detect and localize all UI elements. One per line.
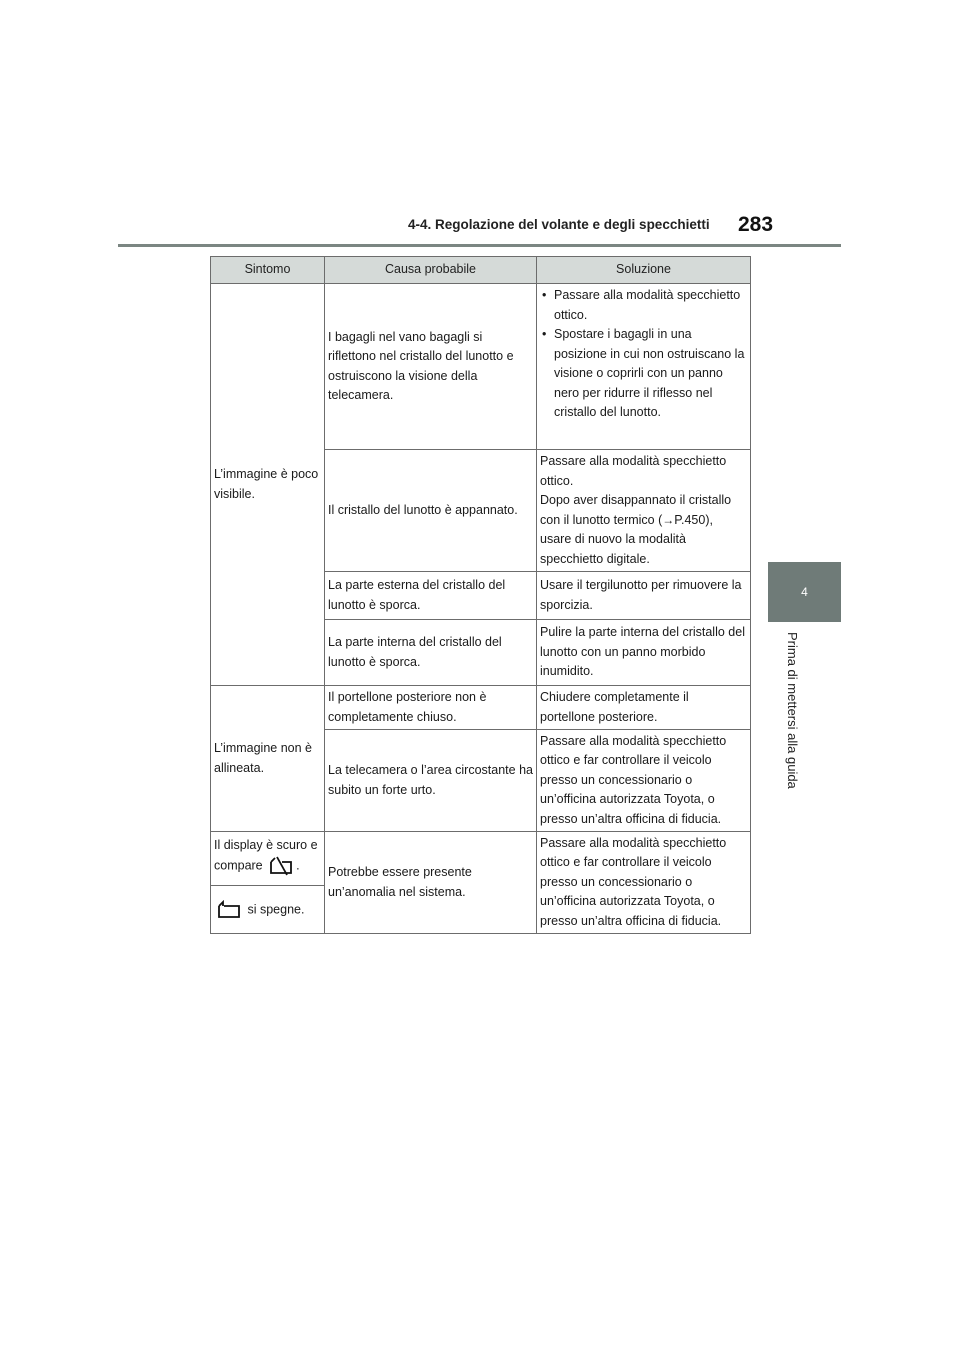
arrow-right-icon: → [662, 512, 675, 527]
cause-text: Il portellone posteriore non è completamente chiuso. [328, 690, 487, 724]
solution-text: Pulire la parte interna del cristallo del lunotto con un panno morbido inumidito. [540, 625, 745, 679]
cause-cell [325, 620, 537, 686]
chapter-title: Prima di mettersi alla guida [785, 632, 800, 789]
troubleshooting-table [210, 256, 751, 934]
solution-cell [537, 284, 751, 450]
symptom-cell [211, 284, 325, 686]
solution-text: Usare il tergilunotto per rimuovere la sporcizia. [540, 578, 742, 612]
cause-text: Il cristallo del lunotto è appannato. [328, 502, 518, 517]
cause-cell [325, 832, 537, 934]
cause-cell [325, 284, 537, 450]
symptom-text [214, 856, 321, 876]
symptom-text-part: compare [214, 857, 263, 872]
solution-cell [537, 572, 751, 620]
header-solution: Soluzione [537, 257, 751, 284]
cause-text: La telecamera o l’area circostante ha subito un forte urto. [328, 763, 533, 797]
solution-cell [537, 450, 751, 572]
symptom-text-part: si spegne. [247, 901, 305, 916]
solution-text-part: Dopo aver disappannato il cristallo con il lunotto termico ( [540, 493, 732, 527]
table-row [211, 832, 751, 886]
table-header-row [211, 257, 751, 284]
solution-cell [537, 620, 751, 686]
solution-cell [537, 730, 751, 832]
list-item: • Passare alla modalità specchietto ottico. [540, 286, 747, 325]
solution-cell [537, 686, 751, 730]
header-cause: Causa probabile [325, 257, 537, 284]
chapter-number: 4 [801, 585, 808, 599]
table-row [211, 284, 751, 450]
cause-text: La parte interna del cristallo del lunotto è sporca. [328, 635, 502, 669]
symptom-text: L’immagine è poco visibile. [214, 467, 319, 501]
solution-text: Passare alla modalità specchietto ottico. [540, 454, 727, 488]
solution-text: Passare alla modalità specchietto ottico e far controllare il veicolo presso un concessionario o un’officina autorizzata Toyota, o presso un’altra officina di fiducia. [540, 733, 727, 826]
list-item: • Spostare i bagagli in una posizione in cui non ostruiscano la visione o coprirli con un panno nero per ridurre il riflesso nel cristallo del lunotto. [540, 325, 747, 423]
symptom-text: Il display è scuro e [214, 838, 318, 852]
header-divider [118, 244, 841, 247]
solution-text-part: ), usare di nuovo la modalità specchietto digitale. [540, 512, 713, 566]
symptom-text: L’immagine non è allineata. [214, 741, 312, 775]
chapter-tab [768, 562, 841, 622]
solution-text [540, 491, 747, 569]
solution-text: Passare alla modalità specchietto ottico e far controllare il veicolo presso un concessionario o un’officina autorizzata Toyota, o presso un’altra officina di fiducia. [540, 835, 727, 928]
page-reference: P.450 [674, 512, 706, 527]
cause-cell [325, 572, 537, 620]
cause-cell [325, 730, 537, 832]
symptom-cell [211, 686, 325, 832]
digital-mirror-icon [216, 900, 242, 920]
symptom-cell [211, 886, 325, 934]
table-row [211, 686, 751, 730]
digital-mirror-off-icon [268, 856, 294, 876]
symptom-text [214, 900, 321, 920]
cause-text: I bagagli nel vano bagagli si riflettono nel cristallo del lunotto e ostruiscono la visione della telecamera. [328, 329, 514, 402]
symptom-text-part: . [296, 857, 300, 872]
header-symptom: Sintomo [211, 257, 325, 284]
section-title: 4-4. Regolazione del volante e degli specchietti [408, 217, 710, 232]
symptom-cell [211, 832, 325, 886]
cause-text: La parte esterna del cristallo del lunotto è sporca. [328, 578, 506, 612]
cause-cell [325, 450, 537, 572]
cause-cell [325, 686, 537, 730]
cause-text: Potrebbe essere presente un’anomalia nel sistema. [328, 865, 472, 899]
solution-list [540, 286, 747, 423]
solution-cell [537, 832, 751, 934]
page-number: 283 [738, 213, 774, 236]
solution-text: Chiudere completamente il portellone posteriore. [540, 690, 689, 724]
